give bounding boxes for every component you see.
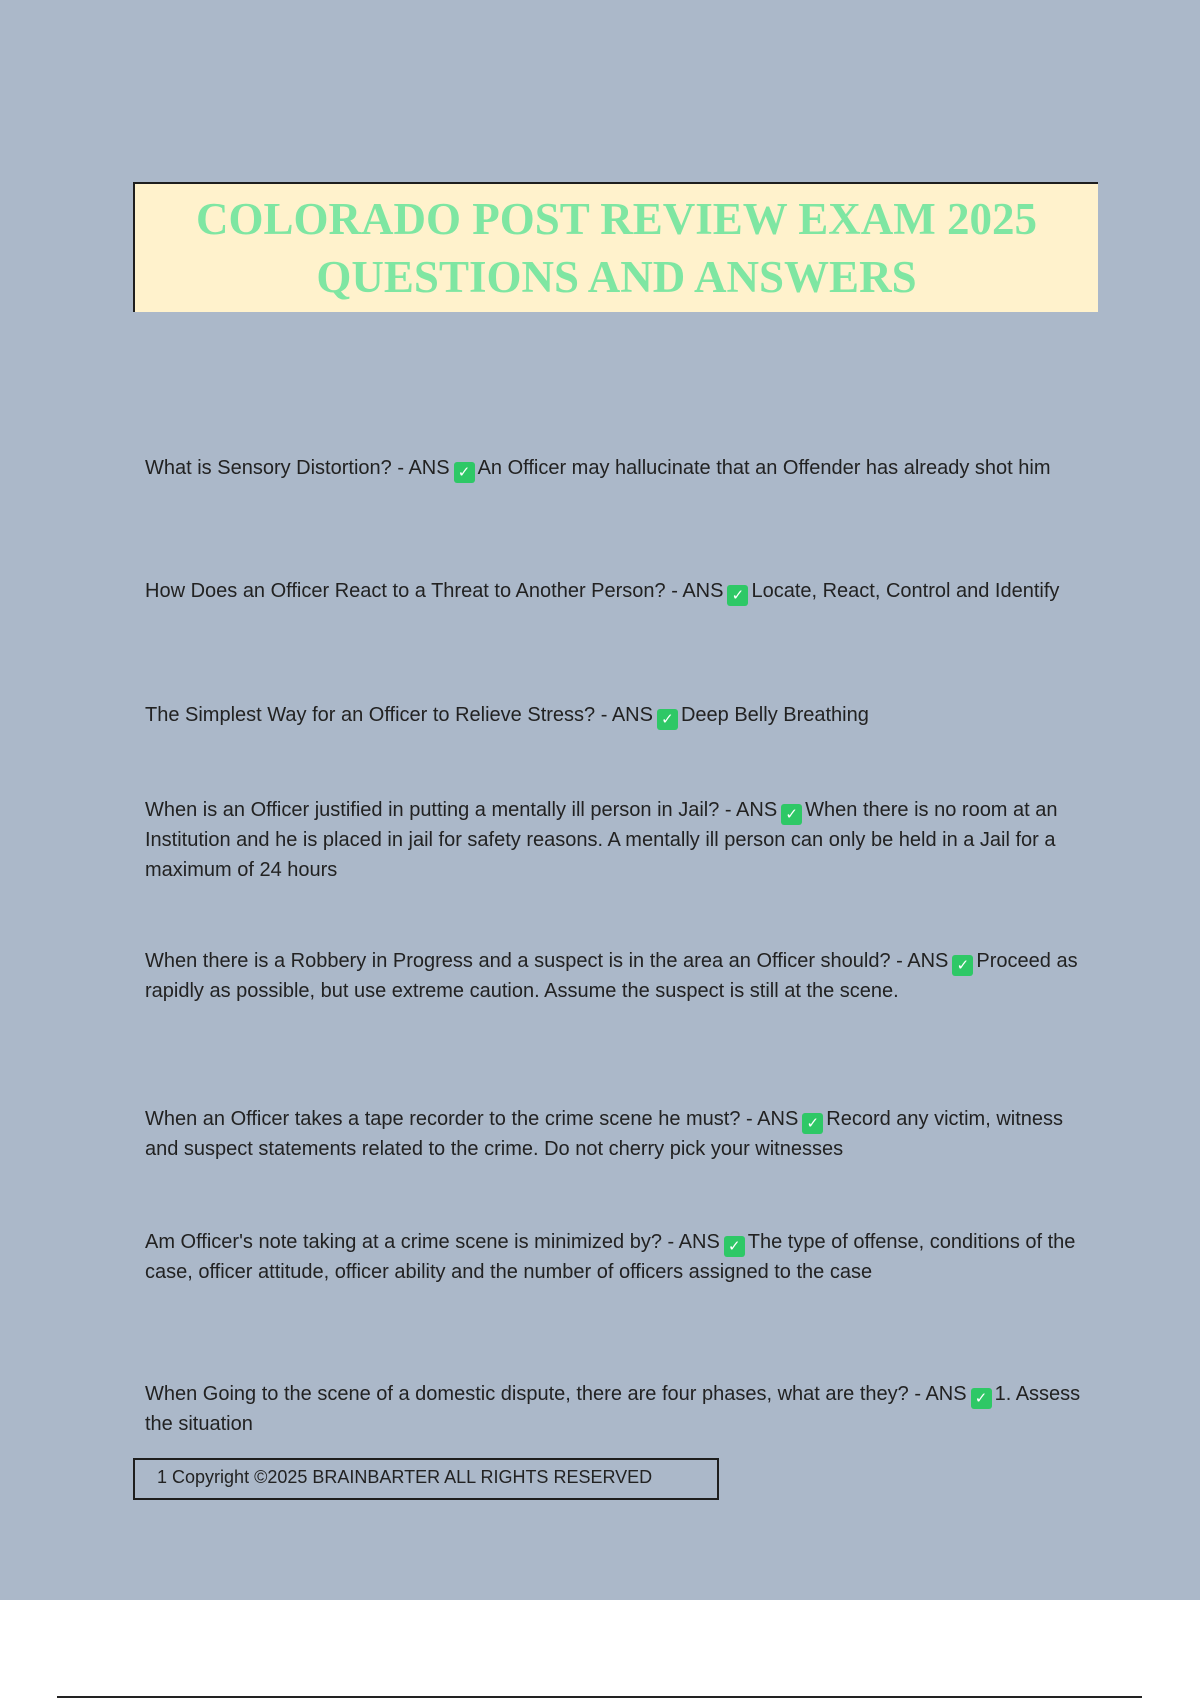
check-icon: ✓ [727, 585, 748, 606]
check-icon: ✓ [454, 462, 475, 483]
qa-item-3 [145, 700, 1085, 730]
answer-label: ANS [907, 950, 949, 972]
qa-item-1 [145, 453, 1085, 483]
qa-item-7 [145, 1227, 1085, 1287]
answer-label: ANS [408, 457, 450, 479]
qa-item-2 [145, 576, 1085, 606]
title-banner [133, 182, 1098, 312]
qa-item-5 [145, 946, 1085, 1006]
copyright-footer [133, 1458, 719, 1500]
answer-text: Record any victim, witness and suspect statements related to the crime. Do not cherry pick your witnesses [145, 1108, 1064, 1160]
question-text: When an Officer takes a tape recorder to the crime scene he must? - [145, 1108, 758, 1130]
question-text: The Simplest Way for an Officer to Relieve Stress? - [145, 704, 612, 726]
answer-label: ANS [678, 1231, 720, 1253]
answer-text: An Officer may hallucinate that an Offender has already shot him [477, 457, 1051, 479]
page-number: 1 [157, 1467, 168, 1487]
question-text: When is an Officer justified in putting a mentally ill person in Jail? - [145, 799, 737, 821]
title-line-2: QUESTIONS AND ANSWERS [316, 252, 917, 302]
qa-item-6 [145, 1104, 1085, 1164]
bottom-divider [57, 1696, 1142, 1698]
check-icon: ✓ [724, 1236, 745, 1257]
question-text: Am Officer's note taking at a crime scene is minimized by? - [145, 1231, 679, 1253]
answer-label: ANS [757, 1108, 799, 1130]
check-icon: ✓ [971, 1388, 992, 1409]
check-icon: ✓ [802, 1113, 823, 1134]
answer-label: ANS [611, 704, 653, 726]
qa-item-4 [145, 795, 1085, 885]
title-line-1: COLORADO POST REVIEW EXAM 2025 [196, 194, 1037, 244]
question-text: When there is a Robbery in Progress and a suspect is in the area an Officer should? - [145, 950, 908, 972]
question-text: What is Sensory Distortion? - [145, 457, 409, 479]
answer-text: When there is no room at an Institution and he is placed in jail for safety reasons. A mentally ill person can only be held in a Jail for a maximum of 24 hours [145, 799, 1058, 881]
answer-label: ANS [925, 1383, 967, 1405]
answer-label: ANS [736, 799, 778, 821]
answer-text: The type of offense, conditions of the case, officer attitude, officer ability and the number of officers assigned to the case [145, 1231, 1076, 1283]
check-icon: ✓ [952, 955, 973, 976]
copyright-text: Copyright ©2025 BRAINBARTER ALL RIGHTS RESERVED [172, 1467, 653, 1487]
answer-text: Deep Belly Breathing [680, 704, 869, 726]
answer-label: ANS [682, 580, 724, 602]
answer-text: Locate, React, Control and Identify [751, 580, 1060, 602]
qa-item-8 [145, 1379, 1085, 1439]
answer-text: Proceed as rapidly as possible, but use extreme caution. Assume the suspect is still at the scene. [145, 950, 1078, 1002]
question-text: How Does an Officer React to a Threat to Another Person? - [145, 580, 683, 602]
check-icon: ✓ [781, 804, 802, 825]
answer-text: 1. Assess the situation [145, 1383, 1081, 1435]
question-text: When Going to the scene of a domestic dispute, there are four phases, what are they? - [145, 1383, 926, 1405]
check-icon: ✓ [657, 709, 678, 730]
